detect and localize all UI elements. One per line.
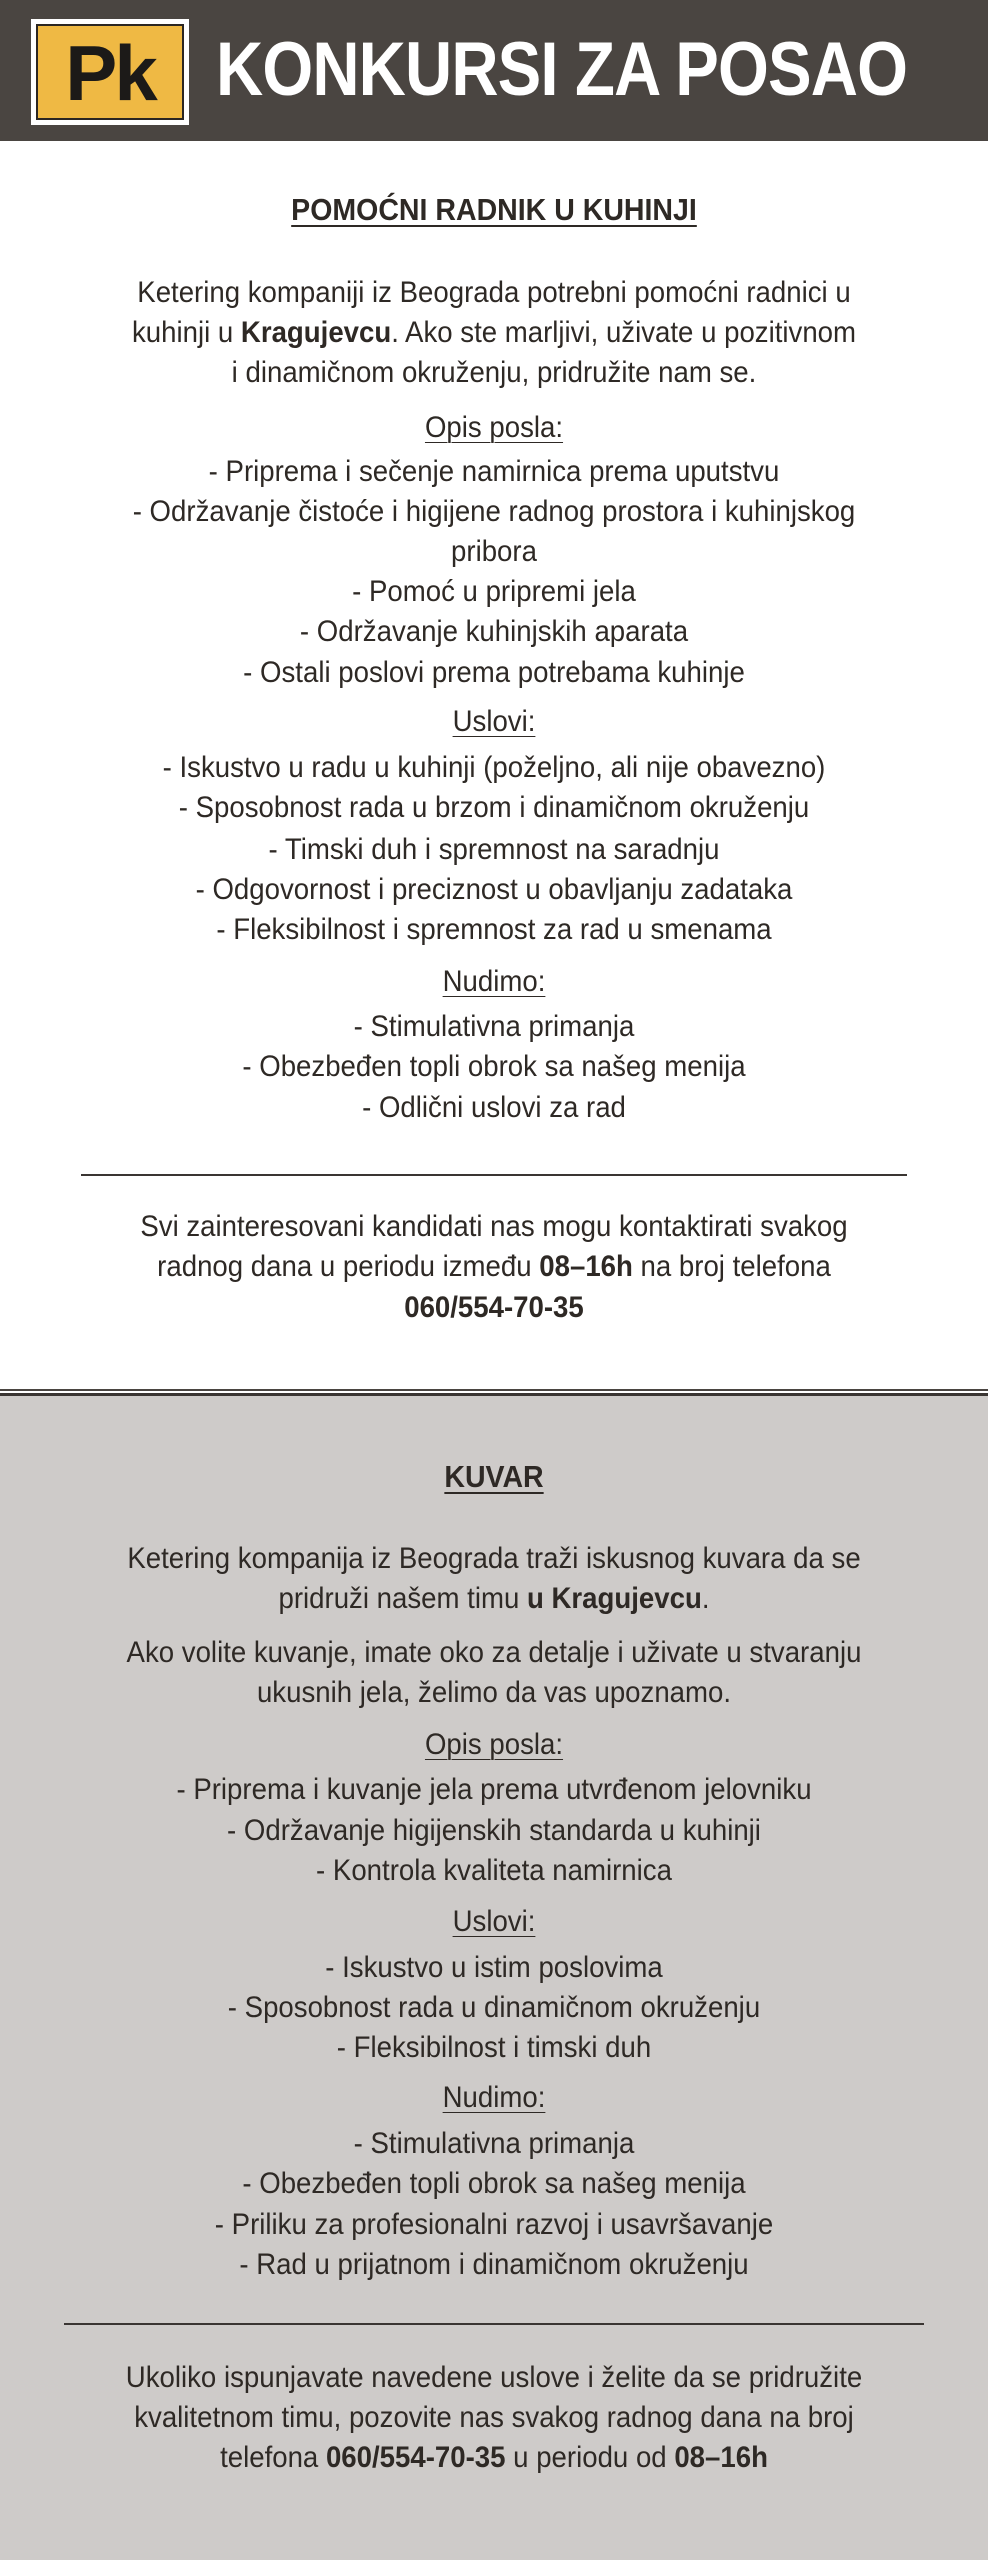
intro-line: ukusnih jela, želimo da vas upoznamo. — [256, 1676, 732, 1709]
offer-item: - Obezbeđen topli obrok sa našeg menija — [242, 1050, 746, 1083]
job-title-text: POMOĆNI RADNIK U KUHINJI — [291, 192, 697, 227]
intro-text: . Ako ste marljivi, uživate u pozitivnom — [391, 316, 857, 349]
duty-item: - Kontrola kvaliteta namirnica — [316, 1854, 672, 1887]
intro-text: pridruži našem timu — [278, 1582, 527, 1615]
intro-line: Ketering kompanija iz Beograda traži iskusnog kuvara da se — [127, 1542, 861, 1575]
duty-item: - Održavanje čistoće i higijene radnog prostora i kuhinjskog — [132, 495, 856, 528]
logo — [31, 19, 189, 125]
requirement-item: - Odgovornost i preciznost u obavljanju zadataka — [195, 873, 793, 906]
requirements-heading-text: Uslovi: — [452, 1905, 536, 1938]
requirement-item: - Timski duh i spremnost na saradnju — [268, 833, 720, 866]
contact-text: na broj telefona — [632, 1250, 831, 1283]
duty-item: - Priprema i kuvanje jela prema utvrđenom jelovniku — [176, 1773, 812, 1806]
city-highlight: u Kragujevcu — [526, 1582, 702, 1615]
contact-text: radnog dana u periodu između — [157, 1250, 540, 1283]
contact-hours: 08–16h — [674, 2441, 768, 2474]
contact-line: Svi zainteresovani kandidati nas mogu kontaktirati svakog — [140, 1210, 848, 1243]
duties-heading-text: Opis posla: — [424, 411, 564, 444]
duty-item: pribora — [451, 535, 537, 568]
duty-item: - Pomoć u pripremi jela — [352, 575, 636, 608]
offer-heading — [40, 962, 949, 1002]
duty-item: - Održavanje kuhinjskih aparata — [299, 615, 689, 648]
contact-line: Ukoliko ispunjavate navedene uslove i želite da se pridružite — [125, 2361, 863, 2394]
separator-line — [0, 1389, 988, 1391]
contact-line — [40, 1247, 949, 1287]
offer-heading — [40, 2078, 949, 2118]
offer-item: - Obezbeđen topli obrok sa našeg menija — [242, 2167, 746, 2200]
contact-text: u periodu od — [505, 2441, 675, 2474]
intro-text: . — [701, 1582, 710, 1615]
intro-line: Ketering kompaniji iz Beograda potrebni pomoćni radnici u — [137, 276, 851, 309]
offer-heading-text: Nudimo: — [442, 965, 546, 998]
duty-item: - Održavanje higijenskih standarda u kuhinji — [227, 1814, 761, 1847]
contact-hours: 08–16h — [539, 1250, 633, 1283]
offer-heading-text: Nudimo: — [442, 2081, 546, 2114]
requirement-item: - Fleksibilnost i timski duh — [336, 2031, 652, 2064]
contact-phone[interactable]: 060/554-70-35 — [325, 2441, 506, 2474]
duties-heading — [40, 408, 949, 448]
intro-line: i dinamičnom okruženju, pridružite nam se. — [231, 356, 757, 389]
contact-text: telefona — [220, 2441, 326, 2474]
offer-item: - Rad u prijatnom i dinamičnom okruženju — [239, 2248, 749, 2281]
duties-heading — [40, 1725, 949, 1765]
contact-line: kvalitetnom timu, pozovite nas svakog radnog dana na broj — [134, 2401, 854, 2434]
requirement-item: - Sposobnost rada u brzom i dinamičnom okruženju — [178, 791, 810, 824]
requirements-heading — [40, 702, 949, 742]
divider — [81, 1174, 907, 1176]
intro-text: kuhinji u — [131, 316, 241, 349]
site-title: KONKURSI ZA POSAO — [216, 27, 908, 112]
offer-item: - Stimulativna primanja — [353, 1010, 635, 1043]
section-separator — [0, 1388, 988, 1396]
job-title-text: KUVAR — [444, 1459, 544, 1494]
requirements-heading-text: Uslovi: — [452, 705, 536, 738]
requirements-heading — [40, 1902, 949, 1942]
duties-heading-text: Opis posla: — [424, 1728, 564, 1761]
intro-line — [40, 313, 949, 353]
header-bar — [0, 0, 988, 141]
logo-text: Pk — [65, 29, 155, 117]
logo-badge — [36, 24, 184, 120]
offer-item: - Stimulativna primanja — [353, 2127, 635, 2160]
duty-item: - Ostali poslovi prema potrebama kuhinje — [243, 656, 745, 689]
job-title — [40, 190, 949, 230]
intro-line: Ako volite kuvanje, imate oko za detalje i uživate u stvaranju — [126, 1636, 862, 1669]
city-highlight: Kragujevcu — [240, 316, 392, 349]
job-title — [40, 1457, 949, 1497]
divider — [64, 2323, 924, 2325]
intro-line — [40, 1579, 949, 1619]
requirement-item: - Iskustvo u istim poslovima — [325, 1951, 663, 1984]
requirement-item: - Fleksibilnost i spremnost za rad u smenama — [216, 913, 772, 946]
requirement-item: - Sposobnost rada u dinamičnom okruženju — [227, 1991, 761, 2024]
duty-item: - Priprema i sečenje namirnica prema uputstvu — [208, 455, 780, 488]
requirement-item: - Iskustvo u radu u kuhinji (poželjno, ali nije obavezno) — [162, 751, 826, 784]
contact-line — [40, 2438, 949, 2478]
contact-phone-line — [40, 1288, 949, 1328]
contact-phone[interactable]: 060/554-70-35 — [404, 1291, 584, 1324]
offer-item: - Priliku za profesionalni razvoj i usavršavanje — [214, 2208, 774, 2241]
offer-item: - Odlični uslovi za rad — [362, 1091, 626, 1124]
